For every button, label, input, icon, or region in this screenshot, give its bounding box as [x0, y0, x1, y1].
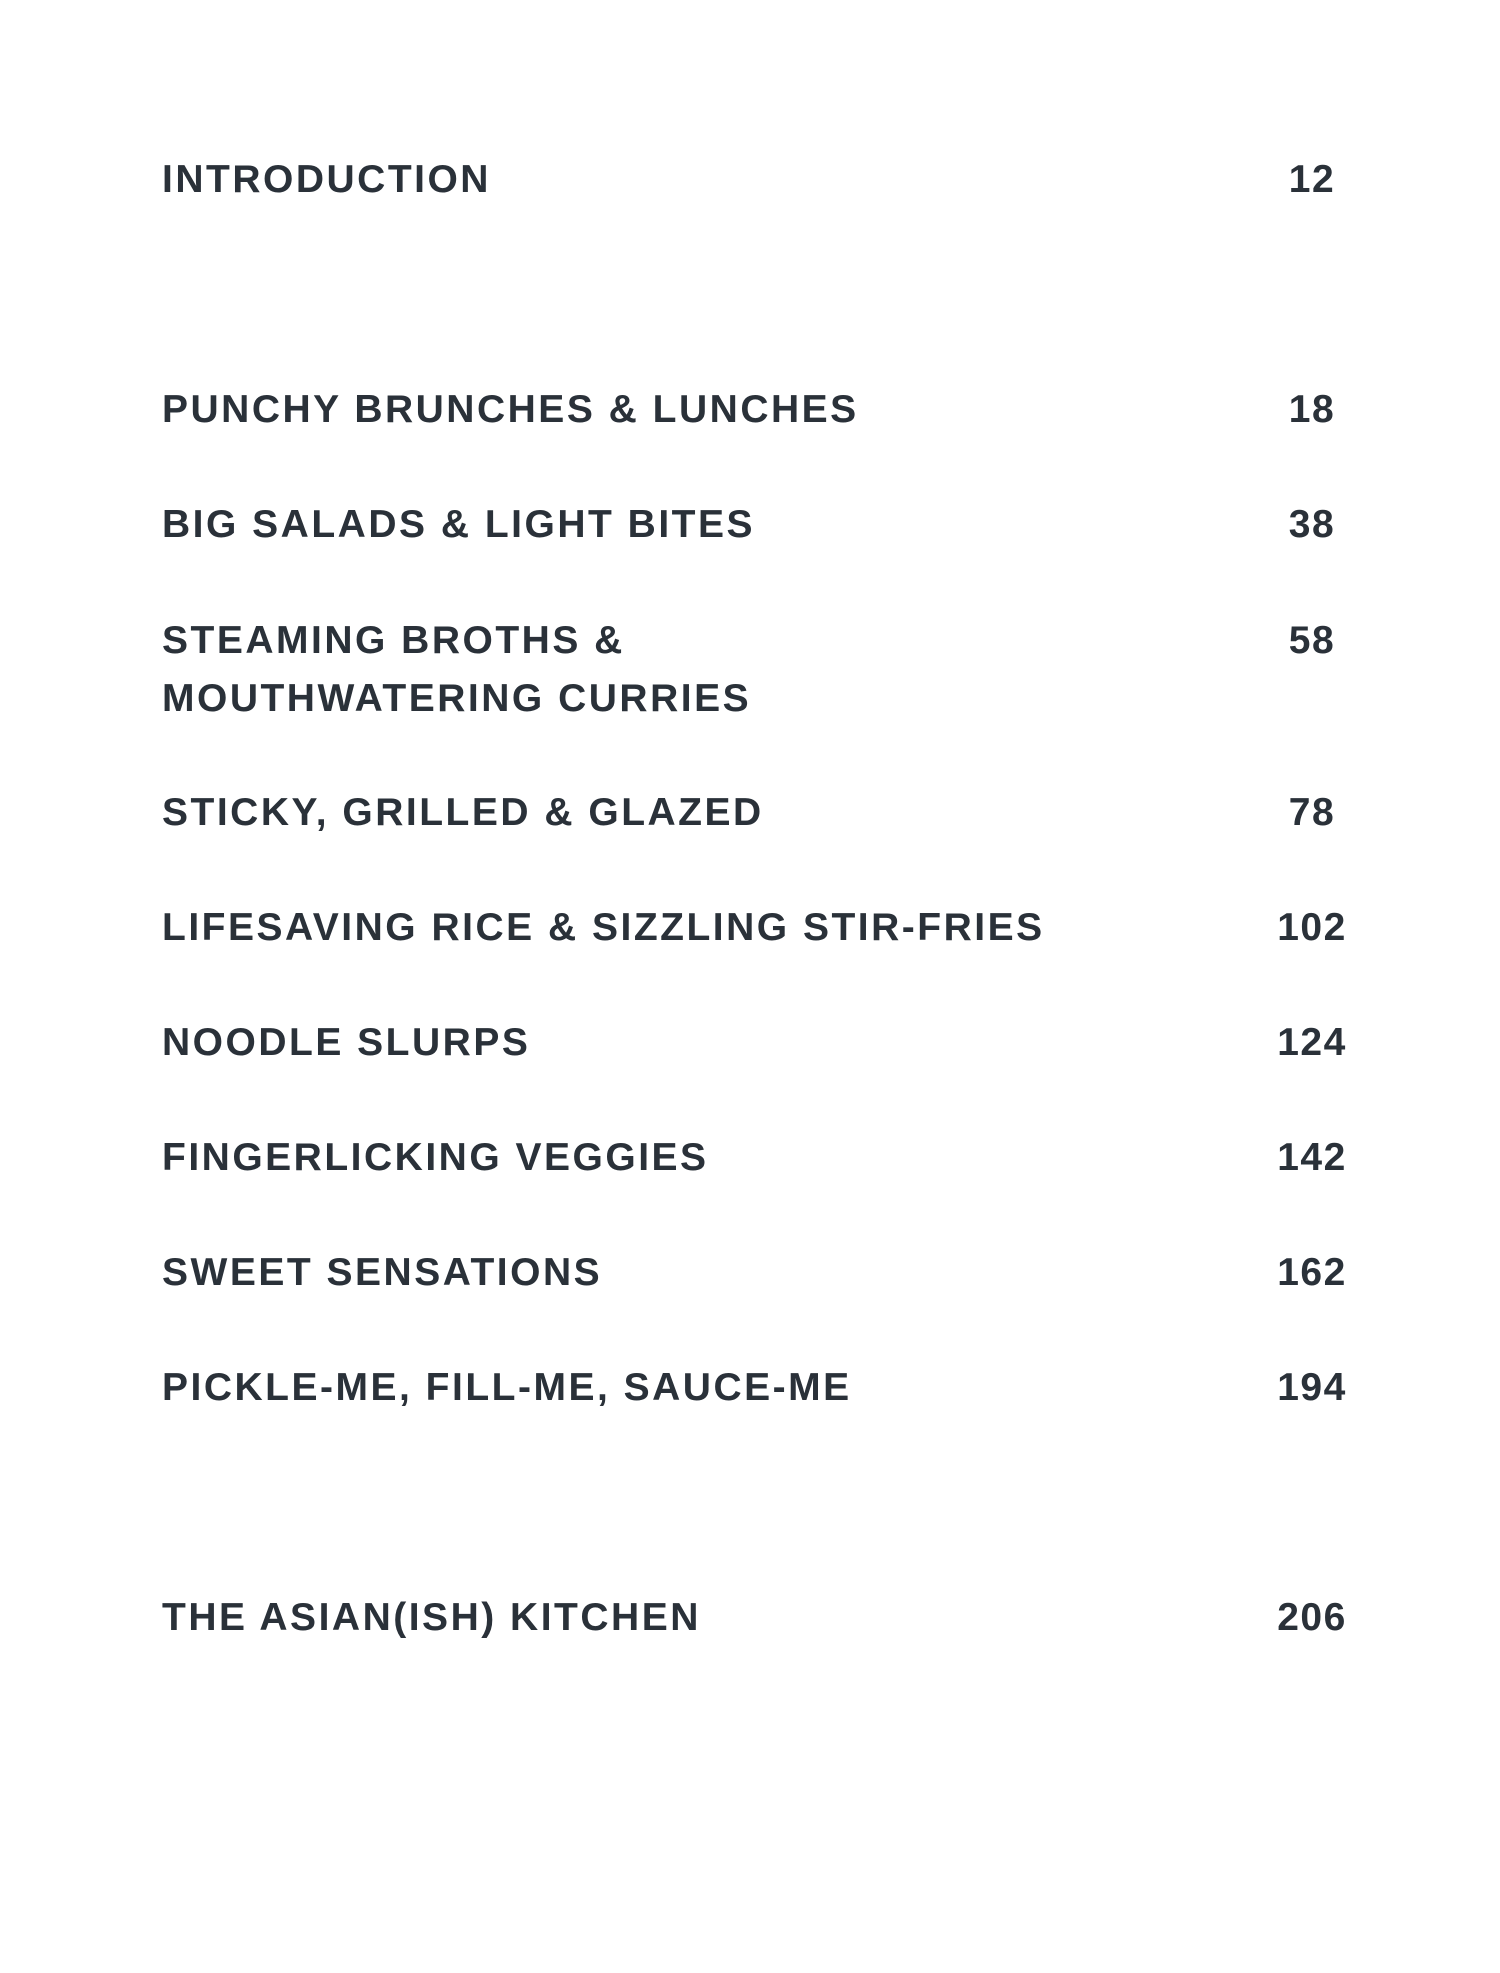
- toc-entry-page-number: 78: [1288, 791, 1336, 834]
- toc-entry-title: PICKLE-ME, FILL-ME, SAUCE-ME: [162, 1366, 852, 1409]
- toc-entry-title: STEAMING BROTHS & MOUTHWATERING CURRIES: [162, 619, 752, 720]
- toc-entry-title: PUNCHY BRUNCHES & LUNCHES: [162, 388, 859, 431]
- toc-entry-page-number: 38: [1288, 503, 1336, 546]
- toc-entry-page-number: 58: [1288, 619, 1336, 662]
- toc-entry-title: FINGERLICKING VEGGIES: [162, 1136, 709, 1179]
- toc-entry-page-number: 124: [1277, 1021, 1347, 1064]
- toc-entry-page-number: 194: [1277, 1366, 1347, 1409]
- toc-entry-title: THE ASIAN(ISH) KITCHEN: [162, 1596, 701, 1639]
- toc-entry-title: LIFESAVING RICE & SIZZLING STIR-FRIES: [162, 906, 1045, 949]
- toc-entry-page-number: 142: [1277, 1136, 1347, 1179]
- toc-entry-page-number: 162: [1277, 1251, 1347, 1294]
- toc-entry-page-number: 18: [1288, 388, 1336, 431]
- toc-entry-title: INTRODUCTION: [162, 158, 491, 201]
- toc-entry-page-number: 102: [1277, 906, 1347, 949]
- toc-entry-title: BIG SALADS & LIGHT BITES: [162, 503, 756, 546]
- toc-entry-title: NOODLE SLURPS: [162, 1021, 531, 1064]
- toc-entry-page-number: 12: [1288, 158, 1336, 201]
- toc-entry-page-number: 206: [1277, 1596, 1347, 1639]
- toc-entry-title: STICKY, GRILLED & GLAZED: [162, 791, 764, 834]
- toc-entry-title: SWEET SENSATIONS: [162, 1251, 603, 1294]
